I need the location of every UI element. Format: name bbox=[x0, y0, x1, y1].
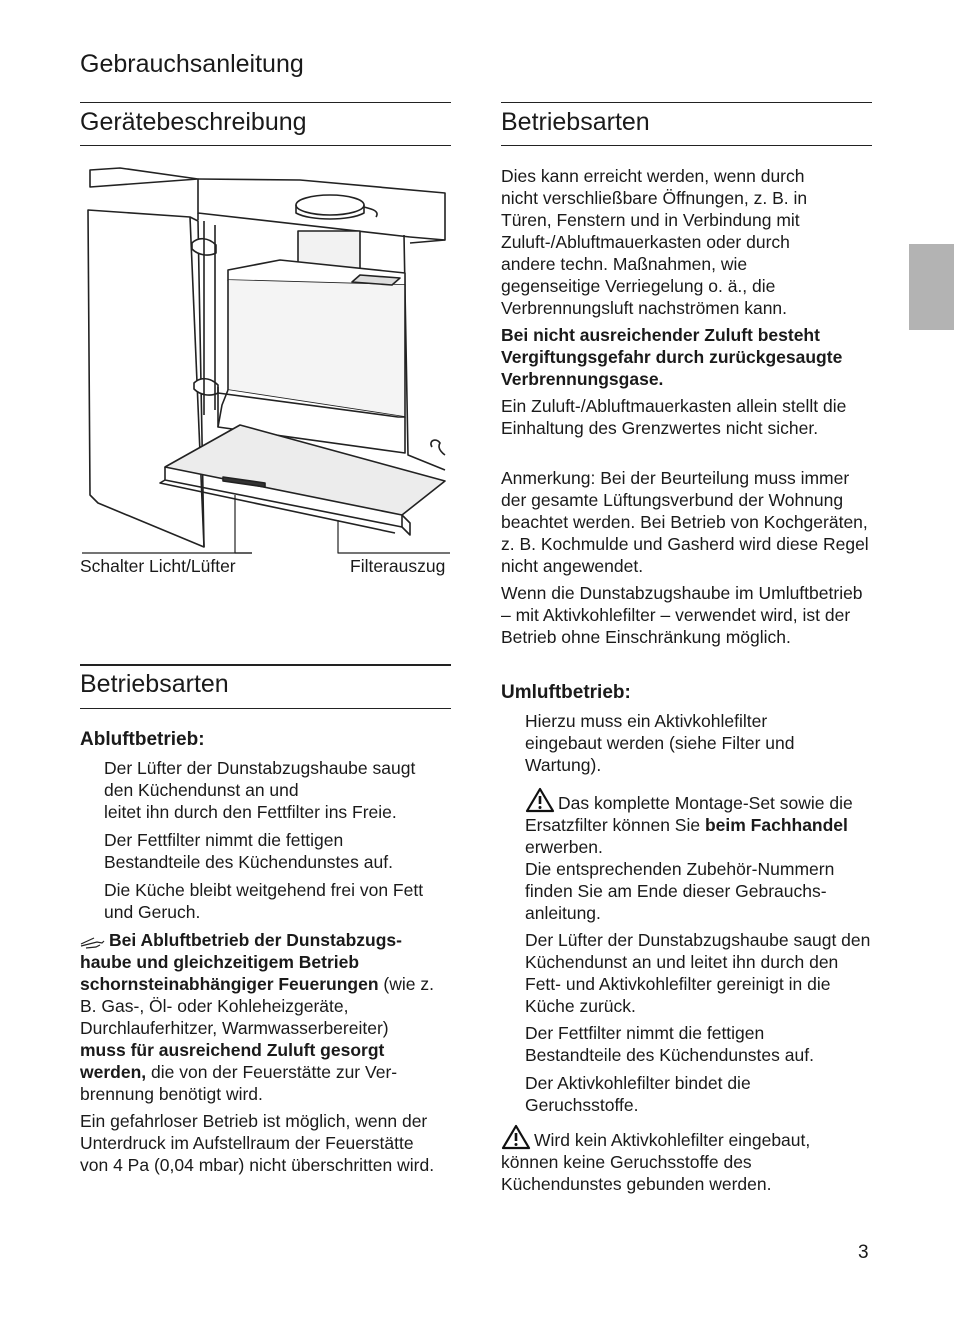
note-text: erwerben. bbox=[525, 837, 603, 857]
paragraph-exhaust-1 bbox=[104, 757, 454, 823]
figure-label-filter: Filterauszug bbox=[350, 556, 446, 576]
paragraph-remark: Anmerkung: Bei der Beurteilung muss immer der gesamte Lüftungsverbund der Wohnung beachtet werden. Bei Betrieb von Kochgeräten, z. B. Kochmulde und Gasherd wird diese Regel nicht angewendet. bbox=[501, 468, 869, 576]
warning-triangle-icon bbox=[501, 1124, 531, 1150]
paragraph-recirculation-ok: Wenn die Dunstabzugshaube im Umluftbetrieb – mit Aktivkohlefilter – verwendet wird, ist der Betrieb ohne Einschränkung möglich. bbox=[501, 583, 863, 647]
note-mounting-set bbox=[525, 787, 870, 924]
paragraph-warning-poison: Bei nicht ausreichender Zuluft besteht Vergiftungsgefahr durch zurückgesaugte Verbrennungsgase. bbox=[501, 325, 843, 389]
pointing-hand-icon bbox=[80, 935, 106, 949]
section-rule-top bbox=[80, 664, 451, 666]
note-exhaust-fire bbox=[80, 929, 438, 1105]
section-rule-bottom bbox=[80, 145, 451, 146]
warning-triangle-icon bbox=[525, 787, 555, 813]
section-title-modes: Betriebsarten bbox=[80, 670, 229, 698]
note-no-carbon-filter bbox=[501, 1124, 846, 1195]
section-title-description: Gerätebeschreibung bbox=[80, 108, 307, 136]
page-number: 3 bbox=[858, 1242, 869, 1263]
paragraph-recirc-1: Hierzu muss ein Aktivkohlefilter eingebaut werden (siehe Filter und Wartung). bbox=[525, 711, 795, 775]
section-rule-bottom bbox=[80, 708, 451, 709]
note-bold-part: beim Fachhandel bbox=[704, 815, 848, 835]
paragraph-recirc-4: Der Aktivkohlefilter bindet die Geruchsstoffe. bbox=[525, 1073, 751, 1115]
figure-label-switch: Schalter Licht/Lüfter bbox=[80, 556, 236, 576]
paragraph-exhaust-safe: Ein gefahrloser Betrieb ist möglich, wenn der Unterdruck im Aufstellraum der Feuerstätte von 4 Pa (0,04 mbar) nicht überschritten wird. bbox=[80, 1111, 435, 1175]
section-rule-top bbox=[80, 102, 451, 103]
range-hood-illustration bbox=[80, 165, 452, 565]
document-title: Gebrauchsanleitung bbox=[80, 50, 304, 78]
paragraph-exhaust-3: Die Küche bleibt weitgehend frei von Fett und Geruch. bbox=[104, 880, 424, 922]
paragraph-recirc-2: Der Lüfter der Dunstabzugshaube saugt den Küchendunst an und leitet ihn durch den Fett- und Aktivkohlefilter gereinigt in die Küche zurück. bbox=[525, 930, 871, 1016]
text-line: den Küchendunst an und bbox=[104, 780, 299, 800]
section-rule-bottom bbox=[501, 145, 872, 146]
section-rule-top bbox=[501, 102, 872, 103]
section-title-modes-right: Betriebsarten bbox=[501, 108, 650, 136]
text-line: leitet ihn durch den Fettfilter ins Freie. bbox=[104, 802, 397, 822]
note-text: Die entsprechenden Zubehör-Nummern finden Sie am Ende dieser Gebrauchsanleitung. bbox=[525, 859, 835, 923]
paragraph-exhaust-2: Der Fettfilter nimmt die fettigen Bestandteile des Küchendunstes auf. bbox=[104, 830, 393, 872]
paragraph-recirc-3: Der Fettfilter nimmt die fettigen Bestandteile des Küchendunstes auf. bbox=[525, 1023, 814, 1065]
note-normal-part: (wie z. B. Gas-, Öl- oder Kohleheizgeräte, Durchlauferhitzer, Warmwasserbereiter) bbox=[80, 974, 434, 1038]
note-normal-part: die von der Feuerstätte zur Verbrennung benötigt wird. bbox=[80, 1062, 398, 1104]
note-bold-part: muss für ausreichend Zuluft gesorgt werden, bbox=[80, 1040, 385, 1082]
note-text: Das komplette Montage-Set sowie die Ersatzfilter können Sie bbox=[525, 793, 853, 835]
paragraph-wall-box: Ein Zuluft-/Abluftmauerkasten allein stellt die Einhaltung des Grenzwertes nicht sicher. bbox=[501, 396, 847, 438]
subheading-exhaust: Abluftbetrieb: bbox=[80, 729, 205, 750]
paragraph-air-supply: Dies kann erreicht werden, wenn durch nicht verschließbare Öffnungen, z. B. in Türen, Fenstern und in Verbindung mit Zuluft-/Abluftmauerkasten oder durch andere techn. Maßnahmen, wie gegenseitige Verriegelung o. ä., die Verbrennungsluft nachströmen kann. bbox=[501, 166, 808, 318]
note-bold-part: Bei Abluftbetrieb der Dunstabzugshaube und gleichzeitigem Betrieb schornsteinabhängiger Feuerungen bbox=[80, 930, 402, 994]
note-text: Wird kein Aktivkohlefilter eingebaut, können keine Geruchsstoffe des Küchendunstes gebunden werden. bbox=[501, 1130, 811, 1194]
subheading-recirculation: Umluftbetrieb: bbox=[501, 682, 631, 703]
section-thumb-tab bbox=[909, 244, 954, 330]
text-line: Der Lüfter der Dunstabzugshaube saugt bbox=[104, 758, 416, 778]
